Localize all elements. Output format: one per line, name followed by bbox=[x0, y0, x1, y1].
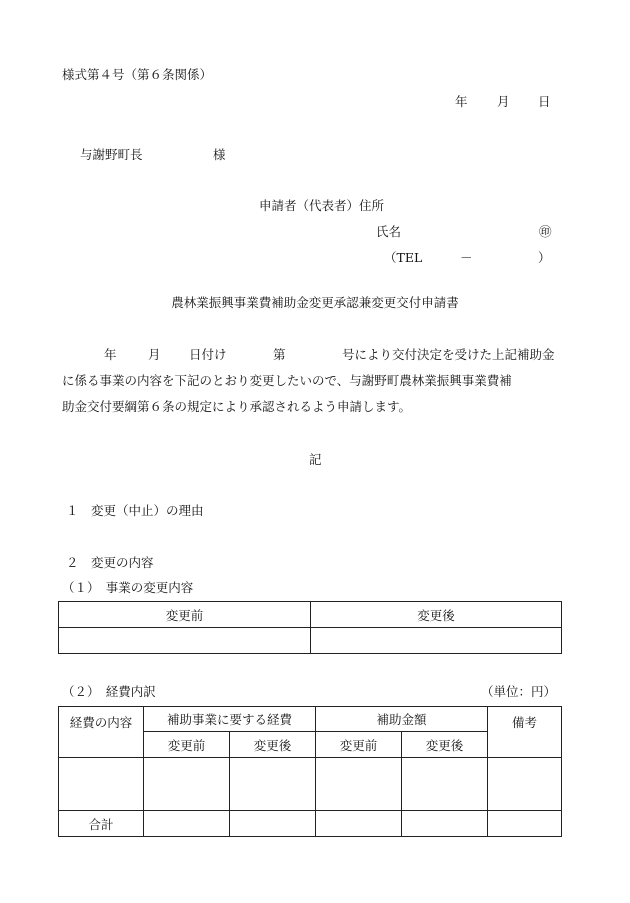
addressee: 与謝野町長 bbox=[80, 147, 143, 162]
section-1-heading: １ 変更（中止）の理由 bbox=[66, 503, 204, 518]
table1-cell-before bbox=[59, 628, 311, 654]
total-cost-after bbox=[230, 811, 316, 837]
body-year: 年 bbox=[104, 347, 117, 362]
applicant-address-label: 申請者（代表者）住所 bbox=[259, 198, 385, 213]
table-row bbox=[59, 758, 562, 811]
date-month-label: 月 bbox=[497, 94, 510, 109]
total-subsidy-before bbox=[316, 811, 402, 837]
seal-mark: ㊞ bbox=[539, 224, 552, 239]
cell-cost-after bbox=[230, 758, 316, 811]
change-content-table bbox=[58, 601, 562, 654]
total-remarks bbox=[488, 811, 562, 837]
table1-cell-after bbox=[311, 628, 562, 654]
date-year-label: 年 bbox=[455, 94, 468, 109]
cell-subsidy-before bbox=[316, 758, 402, 811]
header-project-cost: 補助事業に要する経費 bbox=[144, 707, 316, 732]
applicant-name-label: 氏名 bbox=[376, 224, 402, 239]
subsection-1-heading: （１） 事業の変更内容 bbox=[62, 580, 194, 595]
table1-header-before: 変更前 bbox=[59, 602, 311, 628]
tel-dash: － bbox=[460, 250, 473, 265]
header-subsidy-amount: 補助金額 bbox=[316, 707, 488, 732]
subsection-2-heading: （２） 経費内訳 bbox=[62, 684, 156, 699]
ki-label: 記 bbox=[309, 452, 322, 467]
cell-expense-item bbox=[59, 758, 144, 811]
unit-label: （単位：円） bbox=[481, 684, 557, 699]
body-continuation: 号により交付決定を受けた上記補助金 bbox=[342, 347, 555, 362]
header-subsidy-after: 変更後 bbox=[402, 732, 488, 758]
total-label: 合計 bbox=[59, 811, 144, 837]
header-subsidy-before: 変更前 bbox=[316, 732, 402, 758]
total-cost-before bbox=[144, 811, 230, 837]
header-expense-item: 経費の内容 bbox=[59, 707, 144, 758]
tel-close: ） bbox=[538, 250, 551, 265]
body-number-prefix: 第 bbox=[273, 347, 286, 362]
cell-cost-before bbox=[144, 758, 230, 811]
total-subsidy-after bbox=[402, 811, 488, 837]
body-line-3: 助金交付要綱第６条の規定により承認されるよう申請します。 bbox=[62, 399, 412, 414]
addressee-honorific: 様 bbox=[213, 147, 226, 162]
cell-subsidy-after bbox=[402, 758, 488, 811]
section-2-heading: ２ 変更の内容 bbox=[66, 555, 154, 570]
expense-breakdown-table bbox=[58, 706, 562, 837]
date-day-label: 日 bbox=[538, 94, 551, 109]
table1-header-after: 変更後 bbox=[311, 602, 562, 628]
header-cost-after: 変更後 bbox=[230, 732, 316, 758]
total-row bbox=[59, 811, 562, 837]
document-title: 農林業振興事業費補助金変更承認兼変更交付申請書 bbox=[171, 295, 459, 310]
body-month: 月 bbox=[148, 347, 161, 362]
body-day-suffix: 日付け bbox=[189, 347, 227, 362]
cell-remarks bbox=[488, 758, 562, 811]
form-number: 様式第４号（第６条関係） bbox=[62, 67, 213, 82]
header-cost-before: 変更前 bbox=[144, 732, 230, 758]
tel-label: （TEL bbox=[384, 250, 423, 265]
body-line-2: に係る事業の内容を下記のとおり変更したいので、与謝野町農林業振興事業費補 bbox=[62, 373, 512, 388]
header-remarks: 備考 bbox=[488, 707, 562, 758]
